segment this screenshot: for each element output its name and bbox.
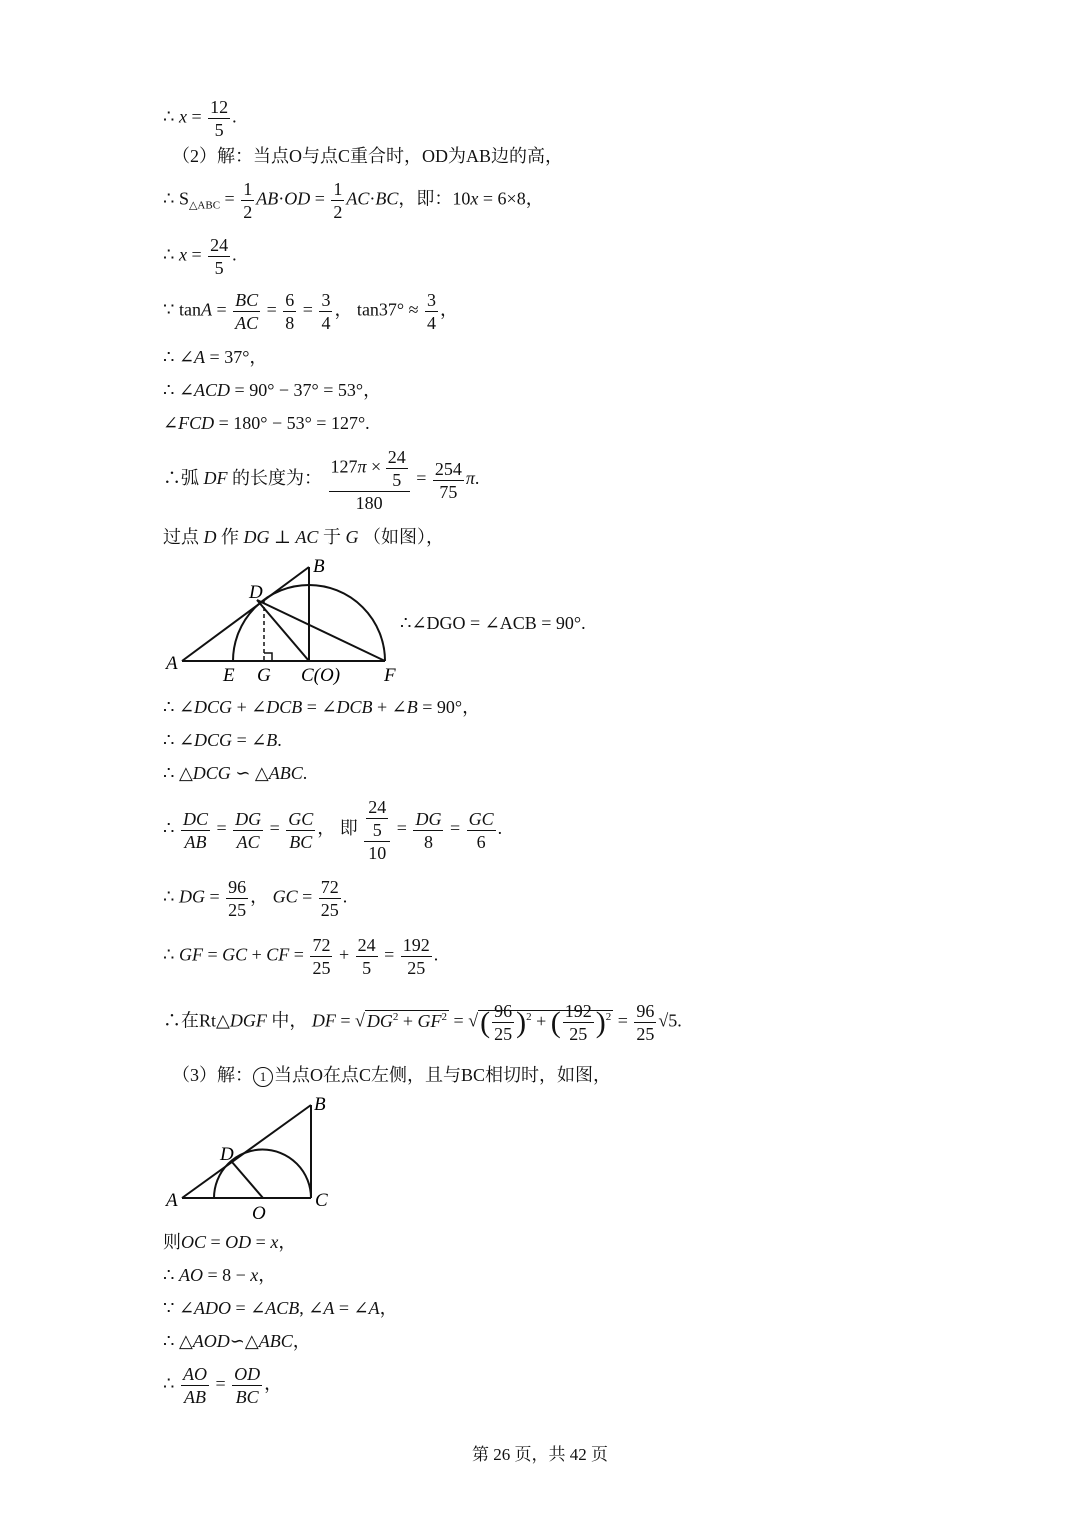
line-angle-dcg: ∴ ∠DCG = ∠B. (163, 730, 282, 750)
line-gf: ∴ GF = GC + CF = $\frac{72}{25}$ + $\frac{24}{5}$ = $\frac{192}{25}$ . (163, 935, 439, 978)
fig2-label-d: D (220, 1144, 234, 1165)
line-draw-dg: 过点 D 作 DG ⊥ AC 于 G （如图）， (163, 527, 444, 547)
fig1-label-g: G (257, 665, 271, 686)
fig1-label-c: C(O) (301, 665, 341, 686)
line-arc-length: ∴弧 DF 的长度为： 127π × $\frac{24}{5}$ 180 = $\frac{254}{75}$ π. (163, 447, 480, 513)
line-ratio-1: ∴ $\frac{DC}{AB}$ = $\frac{DG}{AC}$ = $\frac{GC}{BC}$ ， 即 $\frac{\frac{24}{5}}{10}$ = $\frac{DG}{8}$ = $\frac{GC}{6}$ . (163, 797, 503, 863)
fig1-label-d: D (249, 582, 263, 603)
fig2-label-c: C (315, 1190, 328, 1211)
fig1-label-f: F (384, 665, 396, 686)
part2-intro: （2）解：当点O与点C重合时，OD为AB边的高， (172, 146, 564, 166)
fig2-label-a: A (166, 1190, 178, 1211)
fig2-label-o: O (252, 1203, 266, 1224)
line-angle-a: ∴ ∠A = 37°， (163, 347, 268, 367)
line-ratio-2: ∴ $\frac{AO}{AB}$ = $\frac{OD}{BC}$ ， (163, 1364, 283, 1407)
fig1-label-a: A (166, 653, 178, 674)
line-similar-2: ∴ △AOD∽△ABC， (163, 1331, 311, 1351)
part3-intro: （3）解： 1 当点O在点C左侧，且与BC相切时，如图， (172, 1065, 612, 1085)
line-angle-acd: ∴ ∠ACD = 90° − 37° = 53°， (163, 380, 382, 400)
fig1-caption: ∴∠DGO = ∠ACB = 90°. (400, 613, 586, 633)
line-angle-fcd: ∠FCD = 180° − 53° = 127°. (163, 413, 370, 433)
figure-1 (160, 552, 400, 687)
page-footer: 第 26 页，共 42 页 (472, 1445, 608, 1464)
fig1-label-e: E (223, 665, 235, 686)
line-dg-gc: ∴ DG = $\frac{96}{25}$ ， GC = $\frac{72}{25}$ . (163, 877, 348, 920)
line-x-12-5: ∴ x = $\frac{12}{5}$ . (163, 97, 237, 140)
line-angles-equal: ∵ ∠ADO = ∠ACB, ∠A = ∠A， (163, 1298, 398, 1318)
figure-2 (160, 1090, 340, 1225)
line-df: ∴在Rt△DGF 中， DF = √ $DG^2 + GF^2$ = √( $\frac{96}{25}$ )$^2$ + ( $\frac{192}{25}$ )$^2$ = $\frac{96}{25}$ √5. (163, 1001, 682, 1044)
line-similar-1: ∴ △DCG ∽ △ABC. (163, 763, 308, 783)
line-angle-sum: ∴ ∠DCG + ∠DCB = ∠DCB + ∠B = 90°， (163, 697, 481, 717)
line-x-24-5: ∴ x = $\frac{24}{5}$ . (163, 235, 237, 278)
line-oc-od: 则OC = OD = x， (163, 1232, 297, 1252)
fig2-label-b: B (314, 1094, 326, 1115)
line-tan: ∵ tanA = $\frac{BC}{AC}$ = $\frac{6}{8}$ = $\frac{3}{4}$ ， tan37° ≈ $\frac{3}{4}$ ， (163, 290, 459, 333)
fig1-label-b: B (313, 556, 325, 577)
line-area: ∴ $S_{\triangle ABC}$ = $\frac{1}{2}$ AB·OD = $\frac{1}{2}$ AC·BC，即：10x = 6×8， (163, 179, 544, 222)
line-ao: ∴ AO = 8 − x， (163, 1265, 277, 1285)
